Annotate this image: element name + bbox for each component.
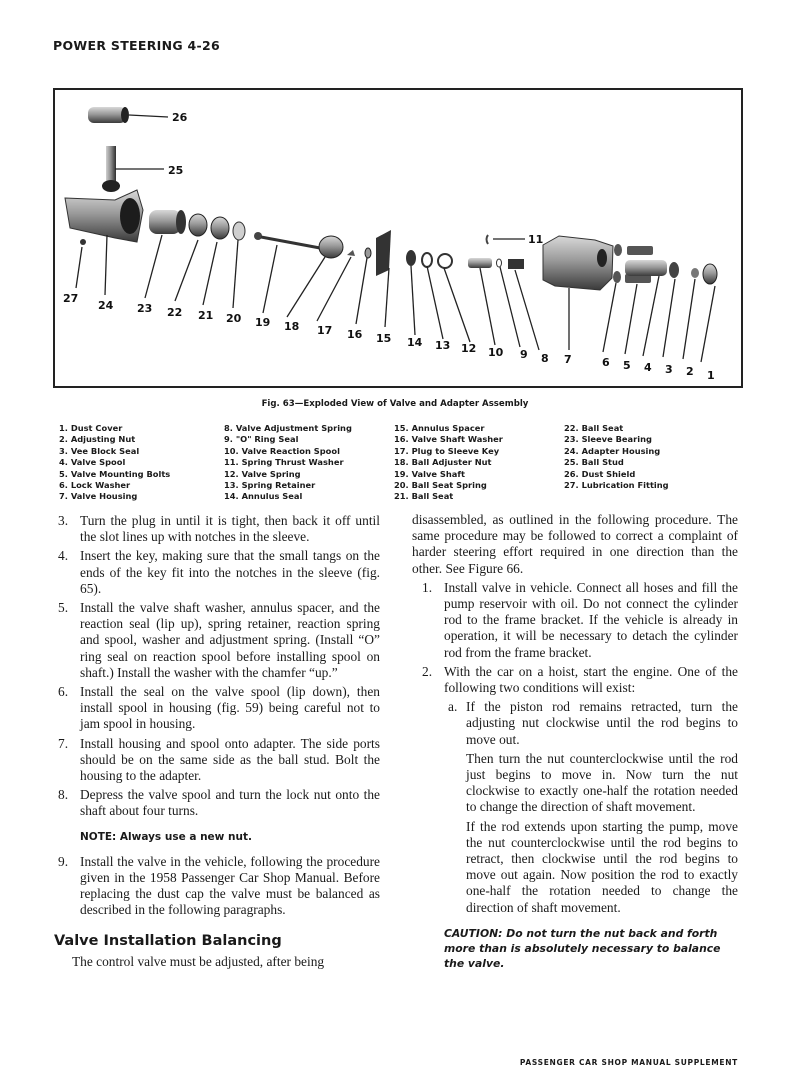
legend-item: 2. Adjusting Nut bbox=[59, 434, 136, 445]
callout-15: 15 bbox=[376, 332, 392, 345]
legend-item: 21. Ball Seat bbox=[394, 491, 454, 502]
part-ball-seat-spring bbox=[233, 222, 245, 240]
part-lock-washer bbox=[614, 244, 622, 256]
part-adapter-housing bbox=[65, 190, 143, 242]
sub-step-text: If the piston rod remains retracted, turn the adjusting nut clockwise until the rod begins to move out. bbox=[466, 699, 738, 747]
legend-item: 7. Valve Housing bbox=[59, 491, 138, 502]
caution-note: CAUTION: Do not turn the nut back and forth more than is absolutely necessary to balance the valve. bbox=[444, 926, 721, 970]
part-valve-spool bbox=[625, 260, 667, 276]
callout-3: 3 bbox=[665, 363, 673, 376]
section-heading: Valve Installation Balancing bbox=[54, 933, 282, 950]
callout-5: 5 bbox=[623, 359, 631, 372]
legend-item: 3. Vee Block Seal bbox=[59, 445, 140, 456]
legend-item: 19. Valve Shaft bbox=[394, 468, 465, 479]
callout-11: 11 bbox=[528, 233, 544, 246]
part-spring-retainer bbox=[422, 253, 432, 267]
legend-column-1 bbox=[59, 423, 170, 503]
callout-1: 1 bbox=[707, 369, 715, 382]
step-item bbox=[58, 548, 380, 597]
step-number: 1. bbox=[422, 579, 433, 595]
callout-21: 21 bbox=[198, 309, 214, 322]
legend-item: 9. "O" Ring Seal bbox=[224, 434, 299, 445]
part-o-ring-seal bbox=[497, 259, 502, 267]
part-annulus-seal bbox=[406, 250, 416, 266]
step-number: 9. bbox=[58, 853, 69, 869]
step-number: 4. bbox=[58, 548, 69, 564]
legend-item: 8. Valve Adjustment Spring bbox=[224, 423, 352, 433]
step-item bbox=[58, 854, 380, 919]
part-ball-adjuster-nut bbox=[319, 236, 343, 258]
part-valve-reaction-spool bbox=[468, 258, 492, 268]
step-item bbox=[422, 580, 738, 661]
legend-item: 23. Sleeve Bearing bbox=[564, 434, 652, 445]
part-vee-block-seal bbox=[669, 262, 679, 278]
exploded-view-figure bbox=[53, 88, 743, 388]
callout-17: 17 bbox=[317, 324, 333, 337]
step-item bbox=[58, 513, 380, 545]
callout-14: 14 bbox=[407, 336, 423, 349]
step-item bbox=[58, 684, 380, 733]
part-valve-shaft-washer bbox=[365, 248, 371, 258]
step-text: Install the valve in the vehicle, following the procedure given in the 1958 Passenger Car Shop Manual. Before replacing the dust cap the valve must be balanced as described in the following paragraphs. bbox=[80, 853, 380, 918]
part-spring-thrust-washer bbox=[487, 235, 489, 244]
step-item bbox=[58, 736, 380, 785]
callout-24: 24 bbox=[98, 299, 114, 312]
section-intro: The control valve must be adjusted, after being bbox=[72, 954, 325, 970]
legend-item: 27. Lubrication Fitting bbox=[564, 480, 669, 491]
callout-23: 23 bbox=[137, 302, 153, 315]
step-item bbox=[422, 664, 738, 696]
step-text: Install housing and spool onto adapter. The side ports should be on the same side as the ball stud. Bolt the housing to the adapter. bbox=[80, 735, 380, 784]
step-text: Install the valve shaft washer, annulus spacer, and the reaction seal (lip up), spring retainer, reaction spring and spool, washer and adjustment spring. (Install “O” ring seal on reaction spool before installing spool on shaft.) Install the washer with the chamfer “up.” bbox=[80, 600, 380, 680]
legend-item: 15. Annulus Spacer bbox=[394, 423, 485, 433]
legend-item: 26. Dust Shield bbox=[564, 468, 636, 479]
legend-column-3 bbox=[394, 423, 503, 503]
step-number: 5. bbox=[58, 600, 69, 616]
step-text: Install the seal on the valve spool (lip down), then install spool in housing (fig. 59) being careful not to jam spool in housing. bbox=[80, 684, 380, 732]
step-number: 2. bbox=[422, 663, 433, 679]
legend-item: 13. Spring Retainer bbox=[224, 480, 316, 491]
legend-item: 24. Adapter Housing bbox=[564, 445, 661, 456]
callout-25: 25 bbox=[168, 164, 184, 177]
sub-step-paragraph: If the rod extends upon starting the pump, move the nut counterclockwise until the rod begins to retract, then clockwise until the rod begins to move out again. Now position the rod to exactly one-half the rotation needed to change the direction of shaft movement. bbox=[466, 818, 738, 915]
step-text: Turn the plug in until it is tight, then back it off until the slot lines up with notches in the sleeve. bbox=[80, 513, 380, 545]
legend-item: 12. Valve Spring bbox=[224, 468, 301, 479]
callout-27: 27 bbox=[63, 292, 79, 305]
callout-26: 26 bbox=[172, 111, 188, 124]
callout-9: 9 bbox=[520, 348, 528, 361]
step-number: 7. bbox=[58, 735, 69, 751]
legend-item: 16. Valve Shaft Washer bbox=[394, 434, 503, 445]
legend-item: 1. Dust Cover bbox=[59, 423, 123, 433]
intro-continued: disassembled, as outlined in the following procedure. The same procedure may be followed to correct a complaint of harder steering effort required in one direction than the other. See Figure 66. bbox=[412, 512, 738, 576]
callout-20: 20 bbox=[226, 312, 242, 325]
callout-7: 7 bbox=[564, 353, 572, 366]
sub-step-paragraph: Then turn the nut counterclockwise until the rod just begins to move in. Now turn the nut clockwise to exactly one-half the rotation needed to change the direction of shaft movement. bbox=[466, 750, 738, 815]
legend-item: 25. Ball Stud bbox=[564, 457, 624, 468]
callout-2: 2 bbox=[686, 365, 694, 378]
part-plug-key bbox=[347, 250, 355, 256]
callout-16: 16 bbox=[347, 328, 363, 341]
part-valve-housing bbox=[543, 236, 613, 290]
sub-step-letter: a. bbox=[448, 699, 458, 715]
callout-19: 19 bbox=[255, 316, 271, 329]
sub-step-item bbox=[422, 699, 738, 748]
part-adjusting-nut bbox=[691, 268, 699, 278]
step-number: 3. bbox=[58, 513, 69, 528]
legend-item: 18. Ball Adjuster Nut bbox=[394, 457, 492, 468]
part-dust-shield bbox=[88, 107, 129, 123]
step-text: Depress the valve spool and turn the lock nut onto the shaft about four turns. bbox=[80, 787, 380, 819]
callout-4: 4 bbox=[644, 361, 652, 374]
part-sleeve-bearing bbox=[149, 210, 186, 234]
legend-item: 4. Valve Spool bbox=[59, 457, 126, 468]
step-text: Install valve in vehicle. Connect all hoses and fill the pump reservoir with oil. Do not connect the cylinder rod to the frame bracket. If the vehicle is already in operation, it will be necessary to detach the cylinder rod from the frame bracket. bbox=[444, 579, 738, 660]
part-lock-washer-2 bbox=[613, 271, 621, 283]
legend-item: 20. Ball Seat Spring bbox=[394, 480, 487, 491]
step-item bbox=[58, 600, 380, 681]
callout-13: 13 bbox=[435, 339, 451, 352]
legend-item: 22. Ball Seat bbox=[564, 423, 624, 433]
legend-item: 6. Lock Washer bbox=[59, 480, 131, 491]
step-text: Insert the key, making sure that the small tangs on the ends of the key fit into the notches in the sleeve (fig. 65). bbox=[80, 548, 380, 596]
left-text-column bbox=[54, 513, 380, 971]
step-text: With the car on a hoist, start the engine. One of the following two conditions will exist: bbox=[444, 663, 738, 696]
part-lubrication-fitting bbox=[80, 239, 86, 245]
leader-lines bbox=[76, 115, 715, 362]
page-header: POWER STEERING 4-26 bbox=[53, 38, 221, 53]
legend-item: 17. Plug to Sleeve Key bbox=[394, 445, 500, 456]
step-number: 8. bbox=[58, 787, 69, 803]
part-dust-cover bbox=[703, 264, 717, 284]
callout-6: 6 bbox=[602, 356, 610, 369]
part-valve-spring bbox=[438, 254, 452, 268]
step-item bbox=[58, 787, 380, 819]
legend-column-2 bbox=[224, 423, 352, 503]
callout-8: 8 bbox=[541, 352, 549, 365]
part-ball-seat-2 bbox=[211, 217, 229, 239]
part-valve-shaft bbox=[254, 232, 320, 248]
exploded-view-illustration bbox=[55, 90, 741, 386]
callout-10: 10 bbox=[488, 346, 504, 359]
legend-item: 14. Annulus Seal bbox=[224, 491, 303, 502]
legend-item: 10. Valve Reaction Spool bbox=[224, 445, 340, 456]
legend-item: 5. Valve Mounting Bolts bbox=[59, 468, 171, 479]
part-valve-mounting-bolt bbox=[627, 246, 653, 255]
note: NOTE: Always use a new nut. bbox=[80, 830, 252, 843]
step-number: 6. bbox=[58, 684, 69, 700]
callout-22: 22 bbox=[167, 306, 183, 319]
page-footer: PASSENGER CAR SHOP MANUAL SUPPLEMENT bbox=[519, 1058, 738, 1067]
part-valve-adjustment-spring bbox=[508, 259, 524, 269]
callout-12: 12 bbox=[461, 342, 477, 355]
legend-column-4 bbox=[564, 423, 669, 491]
part-ball-seat bbox=[189, 214, 207, 236]
legend-item: 11. Spring Thrust Washer bbox=[224, 457, 344, 468]
right-text-column bbox=[412, 512, 738, 971]
figure-caption: Fig. 63—Exploded View of Valve and Adapter Assembly bbox=[261, 399, 529, 409]
callout-18: 18 bbox=[284, 320, 300, 333]
